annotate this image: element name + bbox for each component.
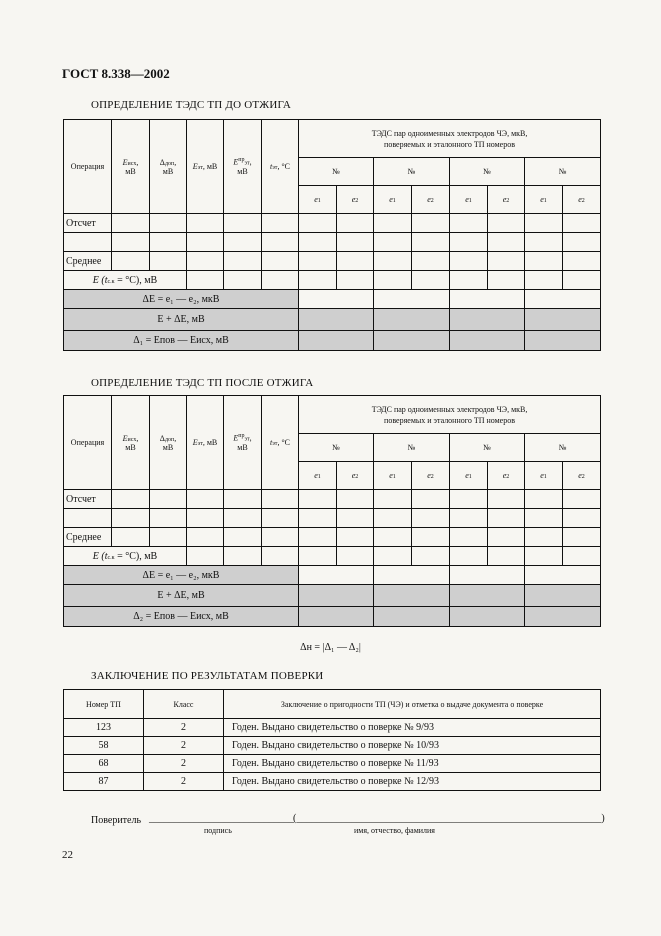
table-row (64, 737, 601, 755)
empty-cell (374, 233, 412, 252)
empty-cell (187, 214, 224, 233)
empty-cell (299, 528, 337, 547)
empty-cell (525, 490, 563, 509)
col-tedc-group: ТЭДС пар одноименных электродов ЧЭ, мкВ, поверяемых и эталонного ТП номеров (299, 396, 601, 434)
signature-line: _____________________________ (149, 813, 294, 824)
class-cell: 2 (144, 773, 224, 791)
row-delta-2 (64, 607, 601, 627)
empty-cell (262, 252, 299, 271)
row-label-delta-e: ΔE = e₁ — e₂, мкВ (64, 290, 299, 309)
e2-header: e2 (488, 462, 525, 490)
empty-cell (525, 290, 601, 309)
shaded-cell (374, 309, 450, 331)
empty-cell (299, 547, 337, 566)
row-label-e-tck: E (tс.к = °C), мВ (64, 547, 187, 566)
col-t-et: tэт, °C (262, 396, 299, 490)
tp-number-1: № (299, 434, 374, 462)
empty-cell (64, 509, 112, 528)
table1-title: ОПРЕДЕЛЕНИЕ ТЭДС ТП ДО ОТЖИГА (91, 99, 291, 111)
empty-cell (450, 566, 525, 585)
empty-cell (262, 509, 299, 528)
empty-cell (450, 233, 488, 252)
empty-cell (525, 509, 563, 528)
empty-cell (112, 528, 150, 547)
e2-header: e2 (412, 462, 450, 490)
e1-header: e1 (374, 462, 412, 490)
name-line: (_____________________________________________________________) (293, 813, 605, 824)
conclusion-cell: Годен. Выдано свидетельство о поверке № 9/93 (224, 719, 601, 737)
class-cell: 2 (144, 719, 224, 737)
empty-cell (563, 547, 601, 566)
empty-cell (563, 490, 601, 509)
shaded-cell (450, 607, 525, 627)
shaded-cell (374, 585, 450, 607)
table-row (64, 396, 601, 434)
empty-cell (150, 528, 187, 547)
empty-cell (488, 252, 525, 271)
class-cell: 2 (144, 755, 224, 773)
empty-cell (187, 252, 224, 271)
tp-number-cell: 68 (64, 755, 144, 773)
empty-cell (150, 214, 187, 233)
table2-title: ОПРЕДЕЛЕНИЕ ТЭДС ТП ПОСЛЕ ОТЖИГА (91, 377, 314, 389)
header-class: Класс (144, 690, 224, 719)
shaded-cell (525, 585, 601, 607)
header-tp-number: Номер ТП (64, 690, 144, 719)
empty-cell (224, 528, 262, 547)
e2-header: e2 (337, 186, 374, 214)
shaded-cell (374, 331, 450, 351)
row-otschet (64, 490, 601, 509)
tp-number-cell: 123 (64, 719, 144, 737)
empty-cell (150, 252, 187, 271)
empty-cell (412, 547, 450, 566)
row-label-srednee: Среднее (64, 528, 112, 547)
e2-header: e2 (412, 186, 450, 214)
conclusion-cell: Годен. Выдано свидетельство о поверке № 10/93 (224, 737, 601, 755)
empty-cell (563, 233, 601, 252)
shaded-cell (299, 309, 374, 331)
empty-cell (112, 490, 150, 509)
empty-cell (525, 271, 563, 290)
table-row (64, 719, 601, 737)
empty-cell (262, 547, 299, 566)
table-row (64, 755, 601, 773)
shaded-cell (450, 585, 525, 607)
col-e-et: Eэт, мВ (187, 396, 224, 490)
row-label-e-et-sum: E + ΔE, мВ (64, 585, 299, 607)
empty-cell (374, 566, 450, 585)
empty-cell (224, 252, 262, 271)
empty-cell (525, 252, 563, 271)
signature-caption: подпись (204, 826, 232, 835)
col-delta-dop: Δдоп, мВ (150, 396, 187, 490)
empty-cell (337, 547, 374, 566)
e1-header: e1 (525, 186, 563, 214)
col-operation: Операция (64, 120, 112, 214)
empty-cell (337, 233, 374, 252)
row-label-delta-e: ΔE = e₁ — e₂, мкВ (64, 566, 299, 585)
row-label-e-tck: E (tс.к = °C), мВ (64, 271, 187, 290)
document-header: ГОСТ 8.338—2002 (62, 66, 170, 81)
col-operation: Операция (64, 396, 112, 490)
e2-header: e2 (488, 186, 525, 214)
row-label-delta-2: Δ₂ = Eпов — Eисх, мВ (64, 607, 299, 627)
empty-cell (488, 214, 525, 233)
empty-cell (187, 271, 224, 290)
tp-number-2: № (374, 158, 450, 186)
empty-cell (450, 547, 488, 566)
tp-number-3: № (450, 434, 525, 462)
row-blank (64, 509, 601, 528)
empty-cell (187, 509, 224, 528)
empty-cell (412, 252, 450, 271)
shaded-cell (450, 309, 525, 331)
conclusion-table (63, 689, 601, 791)
empty-cell (337, 528, 374, 547)
e1-header: e1 (299, 462, 337, 490)
empty-cell (299, 233, 337, 252)
empty-cell (563, 271, 601, 290)
shaded-cell (525, 331, 601, 351)
empty-cell (262, 233, 299, 252)
e1-header: e1 (450, 186, 488, 214)
e2-header: e2 (563, 186, 601, 214)
empty-cell (112, 233, 150, 252)
empty-cell (112, 509, 150, 528)
empty-cell (262, 271, 299, 290)
row-e-et-sum (64, 585, 601, 607)
col-e-isx: Eисх, мВ (112, 120, 150, 214)
shaded-cell (525, 607, 601, 627)
empty-cell (525, 214, 563, 233)
empty-cell (262, 490, 299, 509)
col-tedc-group: ТЭДС пар одноименных электродов ЧЭ, мкВ, поверяемых и эталонного ТП номеров (299, 120, 601, 158)
row-delta-e (64, 290, 601, 309)
empty-cell (488, 490, 525, 509)
empty-cell (224, 214, 262, 233)
row-e-et-sum (64, 309, 601, 331)
empty-cell (412, 214, 450, 233)
conclusion-cell: Годен. Выдано свидетельство о поверке № 12/93 (224, 773, 601, 791)
col-t-et: tэт, °C (262, 120, 299, 214)
empty-cell (374, 214, 412, 233)
shaded-cell (525, 309, 601, 331)
row-e-tck (64, 547, 601, 566)
class-cell: 2 (144, 737, 224, 755)
empty-cell (337, 509, 374, 528)
empty-cell (224, 509, 262, 528)
empty-cell (299, 252, 337, 271)
tp-number-1: № (299, 158, 374, 186)
col-e-et: Eэт, мВ (187, 120, 224, 214)
tp-number-3: № (450, 158, 525, 186)
row-otschet (64, 214, 601, 233)
empty-cell (374, 528, 412, 547)
e2-header: e2 (337, 462, 374, 490)
tp-number-2: № (374, 434, 450, 462)
empty-cell (450, 509, 488, 528)
empty-cell (374, 290, 450, 309)
empty-cell (112, 252, 150, 271)
empty-cell (337, 214, 374, 233)
formula-delta-n: Δн = |Δ₁ — Δ₂| (300, 642, 361, 653)
row-delta-e (64, 566, 601, 585)
empty-cell (374, 509, 412, 528)
e1-header: e1 (374, 186, 412, 214)
empty-cell (150, 490, 187, 509)
empty-cell (299, 214, 337, 233)
empty-cell (374, 547, 412, 566)
page-number: 22 (62, 849, 73, 861)
empty-cell (150, 233, 187, 252)
empty-cell (563, 252, 601, 271)
col-e-isx: Eисх, мВ (112, 396, 150, 490)
row-delta-1 (64, 331, 601, 351)
e1-header: e1 (299, 186, 337, 214)
row-label-delta-1: Δ₁ = Eпов — Eисх, мВ (64, 331, 299, 351)
empty-cell (187, 490, 224, 509)
empty-cell (450, 252, 488, 271)
shaded-cell (299, 585, 374, 607)
empty-cell (374, 252, 412, 271)
table-row (64, 120, 601, 158)
table-row (64, 773, 601, 791)
empty-cell (299, 509, 337, 528)
col-e-et-pr: $E^{пр}эт$, мВ (224, 396, 262, 490)
empty-cell (488, 547, 525, 566)
empty-cell (450, 214, 488, 233)
empty-cell (262, 528, 299, 547)
signature-label: Поверитель (91, 815, 142, 826)
empty-cell (525, 233, 563, 252)
empty-cell (337, 490, 374, 509)
name-caption: имя, отчество, фамилия (354, 826, 435, 835)
tp-number-cell: 58 (64, 737, 144, 755)
shaded-cell (450, 331, 525, 351)
empty-cell (450, 271, 488, 290)
empty-cell (224, 271, 262, 290)
empty-cell (412, 509, 450, 528)
tp-number-4: № (525, 158, 601, 186)
col-delta-dop: Δдоп, мВ (150, 120, 187, 214)
empty-cell (337, 271, 374, 290)
row-label-otschet: Отсчет (64, 214, 112, 233)
empty-cell (187, 528, 224, 547)
row-e-tck (64, 271, 601, 290)
e1-header: e1 (525, 462, 563, 490)
col-e-et-pr: $E^{пр}эт$, мВ (224, 120, 262, 214)
empty-cell (488, 271, 525, 290)
shaded-cell (374, 607, 450, 627)
row-label-otschet: Отсчет (64, 490, 112, 509)
empty-cell (299, 566, 374, 585)
empty-cell (187, 547, 224, 566)
empty-cell (450, 528, 488, 547)
tedc-table-after-annealing (63, 395, 601, 627)
shaded-cell (299, 331, 374, 351)
empty-cell (488, 509, 525, 528)
empty-cell (488, 528, 525, 547)
empty-cell (224, 490, 262, 509)
header-conclusion: Заключение о пригодности ТП (ЧЭ) и отметка о выдаче документа о поверке (224, 690, 601, 719)
empty-cell (337, 252, 374, 271)
row-label-e-et-sum: E + ΔE, мВ (64, 309, 299, 331)
empty-cell (224, 547, 262, 566)
conclusion-cell: Годен. Выдано свидетельство о поверке № 11/93 (224, 755, 601, 773)
empty-cell (450, 290, 525, 309)
empty-cell (262, 214, 299, 233)
empty-cell (563, 509, 601, 528)
empty-cell (563, 528, 601, 547)
row-srednee (64, 528, 601, 547)
empty-cell (112, 214, 150, 233)
empty-cell (150, 509, 187, 528)
empty-cell (412, 528, 450, 547)
row-label-srednee: Среднее (64, 252, 112, 271)
empty-cell (525, 528, 563, 547)
shaded-cell (299, 607, 374, 627)
empty-cell (374, 490, 412, 509)
empty-cell (299, 290, 374, 309)
empty-cell (450, 490, 488, 509)
empty-cell (525, 566, 601, 585)
tp-number-4: № (525, 434, 601, 462)
table-row (64, 690, 601, 719)
row-blank (64, 233, 601, 252)
tedc-table-before-annealing (63, 119, 601, 351)
row-srednee (64, 252, 601, 271)
e2-header: e2 (563, 462, 601, 490)
empty-cell (187, 233, 224, 252)
empty-cell (563, 214, 601, 233)
conclusion-title: ЗАКЛЮЧЕНИЕ ПО РЕЗУЛЬТАТАМ ПОВЕРКИ (91, 670, 324, 682)
empty-cell (525, 547, 563, 566)
empty-cell (64, 233, 112, 252)
tp-number-cell: 87 (64, 773, 144, 791)
empty-cell (412, 271, 450, 290)
empty-cell (299, 490, 337, 509)
empty-cell (488, 233, 525, 252)
empty-cell (299, 271, 337, 290)
empty-cell (412, 490, 450, 509)
empty-cell (412, 233, 450, 252)
e1-header: e1 (450, 462, 488, 490)
empty-cell (224, 233, 262, 252)
empty-cell (374, 271, 412, 290)
